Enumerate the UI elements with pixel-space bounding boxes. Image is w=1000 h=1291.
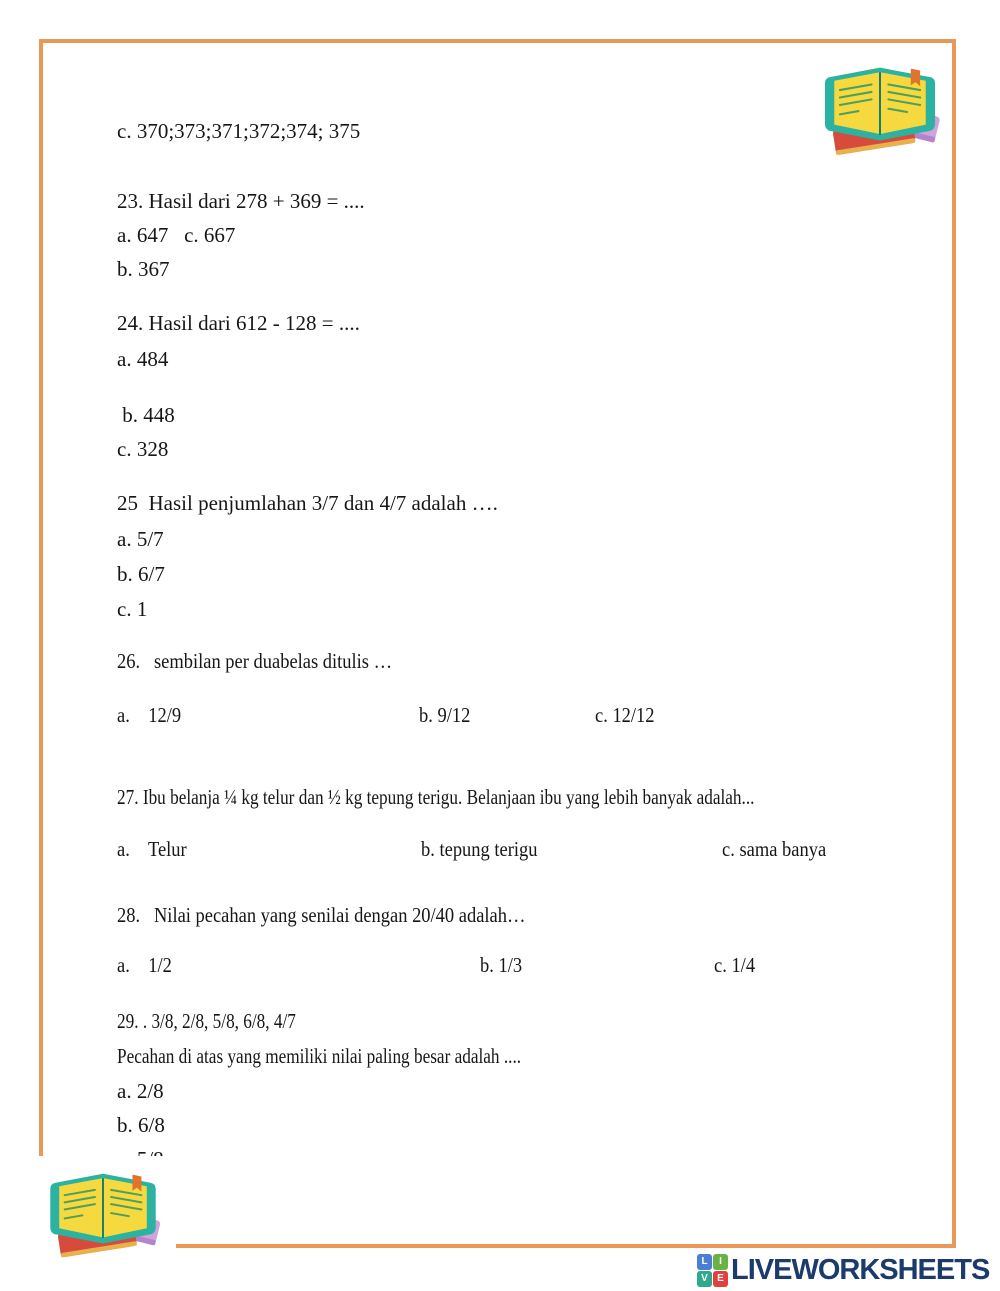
liveworksheets-logo xyxy=(697,1253,989,1287)
question-24-stem: 24. Hasil dari 612 - 128 = .... xyxy=(117,311,360,335)
question-24-option-c: c. 328 xyxy=(117,437,169,461)
question-27-option-c: c. sama banya xyxy=(722,837,827,861)
logo-letter-e: E xyxy=(713,1271,728,1287)
question-29-stem-text: 29. . 3/8, 2/8, 5/8, 6/8, 4/7 xyxy=(117,1009,296,1033)
question-29-stem xyxy=(117,1008,335,1034)
stacked-books-icon xyxy=(810,52,950,158)
question-26-stem xyxy=(117,648,430,674)
stacked-books-icon xyxy=(36,1159,170,1260)
question-26-option-b: b. 9/12 xyxy=(419,703,471,727)
question-28-stem-text: 28. Nilai pecahan yang senilai dengan 20/40 adalah… xyxy=(117,903,526,927)
question-29-subtext xyxy=(117,1043,610,1069)
liveworksheets-wordmark: LIVEWORKSHEETS xyxy=(731,1254,990,1286)
question-27-stem-text: 27. Ibu belanja ¼ kg telur dan ½ kg tepung terigu. Belanjaan ibu yang lebih banyak adalah... xyxy=(117,785,755,809)
question-28-option-b: b. 1/3 xyxy=(480,953,523,977)
question-23-option-b: b. 367 xyxy=(117,257,170,281)
question-23-stem: 23. Hasil dari 278 + 369 = .... xyxy=(117,189,365,213)
question-28-stem xyxy=(117,902,581,928)
question-27-stem xyxy=(117,784,894,810)
question-28-options-row xyxy=(0,952,1000,978)
question-26-option-a: a. 12/9 xyxy=(117,703,182,727)
question-28-option-c: c. 1/4 xyxy=(714,953,756,977)
question-27-options-row xyxy=(0,836,1000,862)
liveworksheets-icon xyxy=(697,1254,728,1287)
question-29-subtext-text: Pecahan di atas yang memiliki nilai paling besar adalah .... xyxy=(117,1044,522,1068)
question-25-option-b: b. 6/7 xyxy=(117,562,165,586)
books-illustration-bottom-left xyxy=(30,1156,176,1262)
question-24-option-b: b. 448 xyxy=(117,403,175,427)
question-24-option-a: a. 484 xyxy=(117,347,169,371)
question-25-option-c: c. 1 xyxy=(117,597,148,621)
question-29-option-b: b. 6/8 xyxy=(117,1113,165,1137)
question-27-option-b: b. tepung terigu xyxy=(421,837,538,861)
logo-letter-v: V xyxy=(697,1271,712,1287)
question-26-option-c: c. 12/12 xyxy=(595,703,655,727)
logo-letter-i: I xyxy=(713,1254,728,1270)
logo-letter-l: L xyxy=(697,1254,712,1270)
question-25-option-a: a. 5/7 xyxy=(117,527,164,551)
question-28-option-a: a. 1/2 xyxy=(117,953,172,977)
question-25-stem: 25 Hasil penjumlahan 3/7 dan 4/7 adalah …. xyxy=(117,491,498,515)
question-26-stem-text: 26. sembilan per duabelas ditulis … xyxy=(117,649,393,673)
question-26-options-row xyxy=(0,702,1000,728)
question-22-option-c: c. 370;373;371;372;374; 375 xyxy=(117,119,361,143)
question-23-options-ac: a. 647 c. 667 xyxy=(117,223,236,247)
books-illustration-top-right xyxy=(808,50,952,160)
question-27-option-a: a. Telur xyxy=(117,837,187,861)
question-29-option-a: a. 2/8 xyxy=(117,1079,164,1103)
